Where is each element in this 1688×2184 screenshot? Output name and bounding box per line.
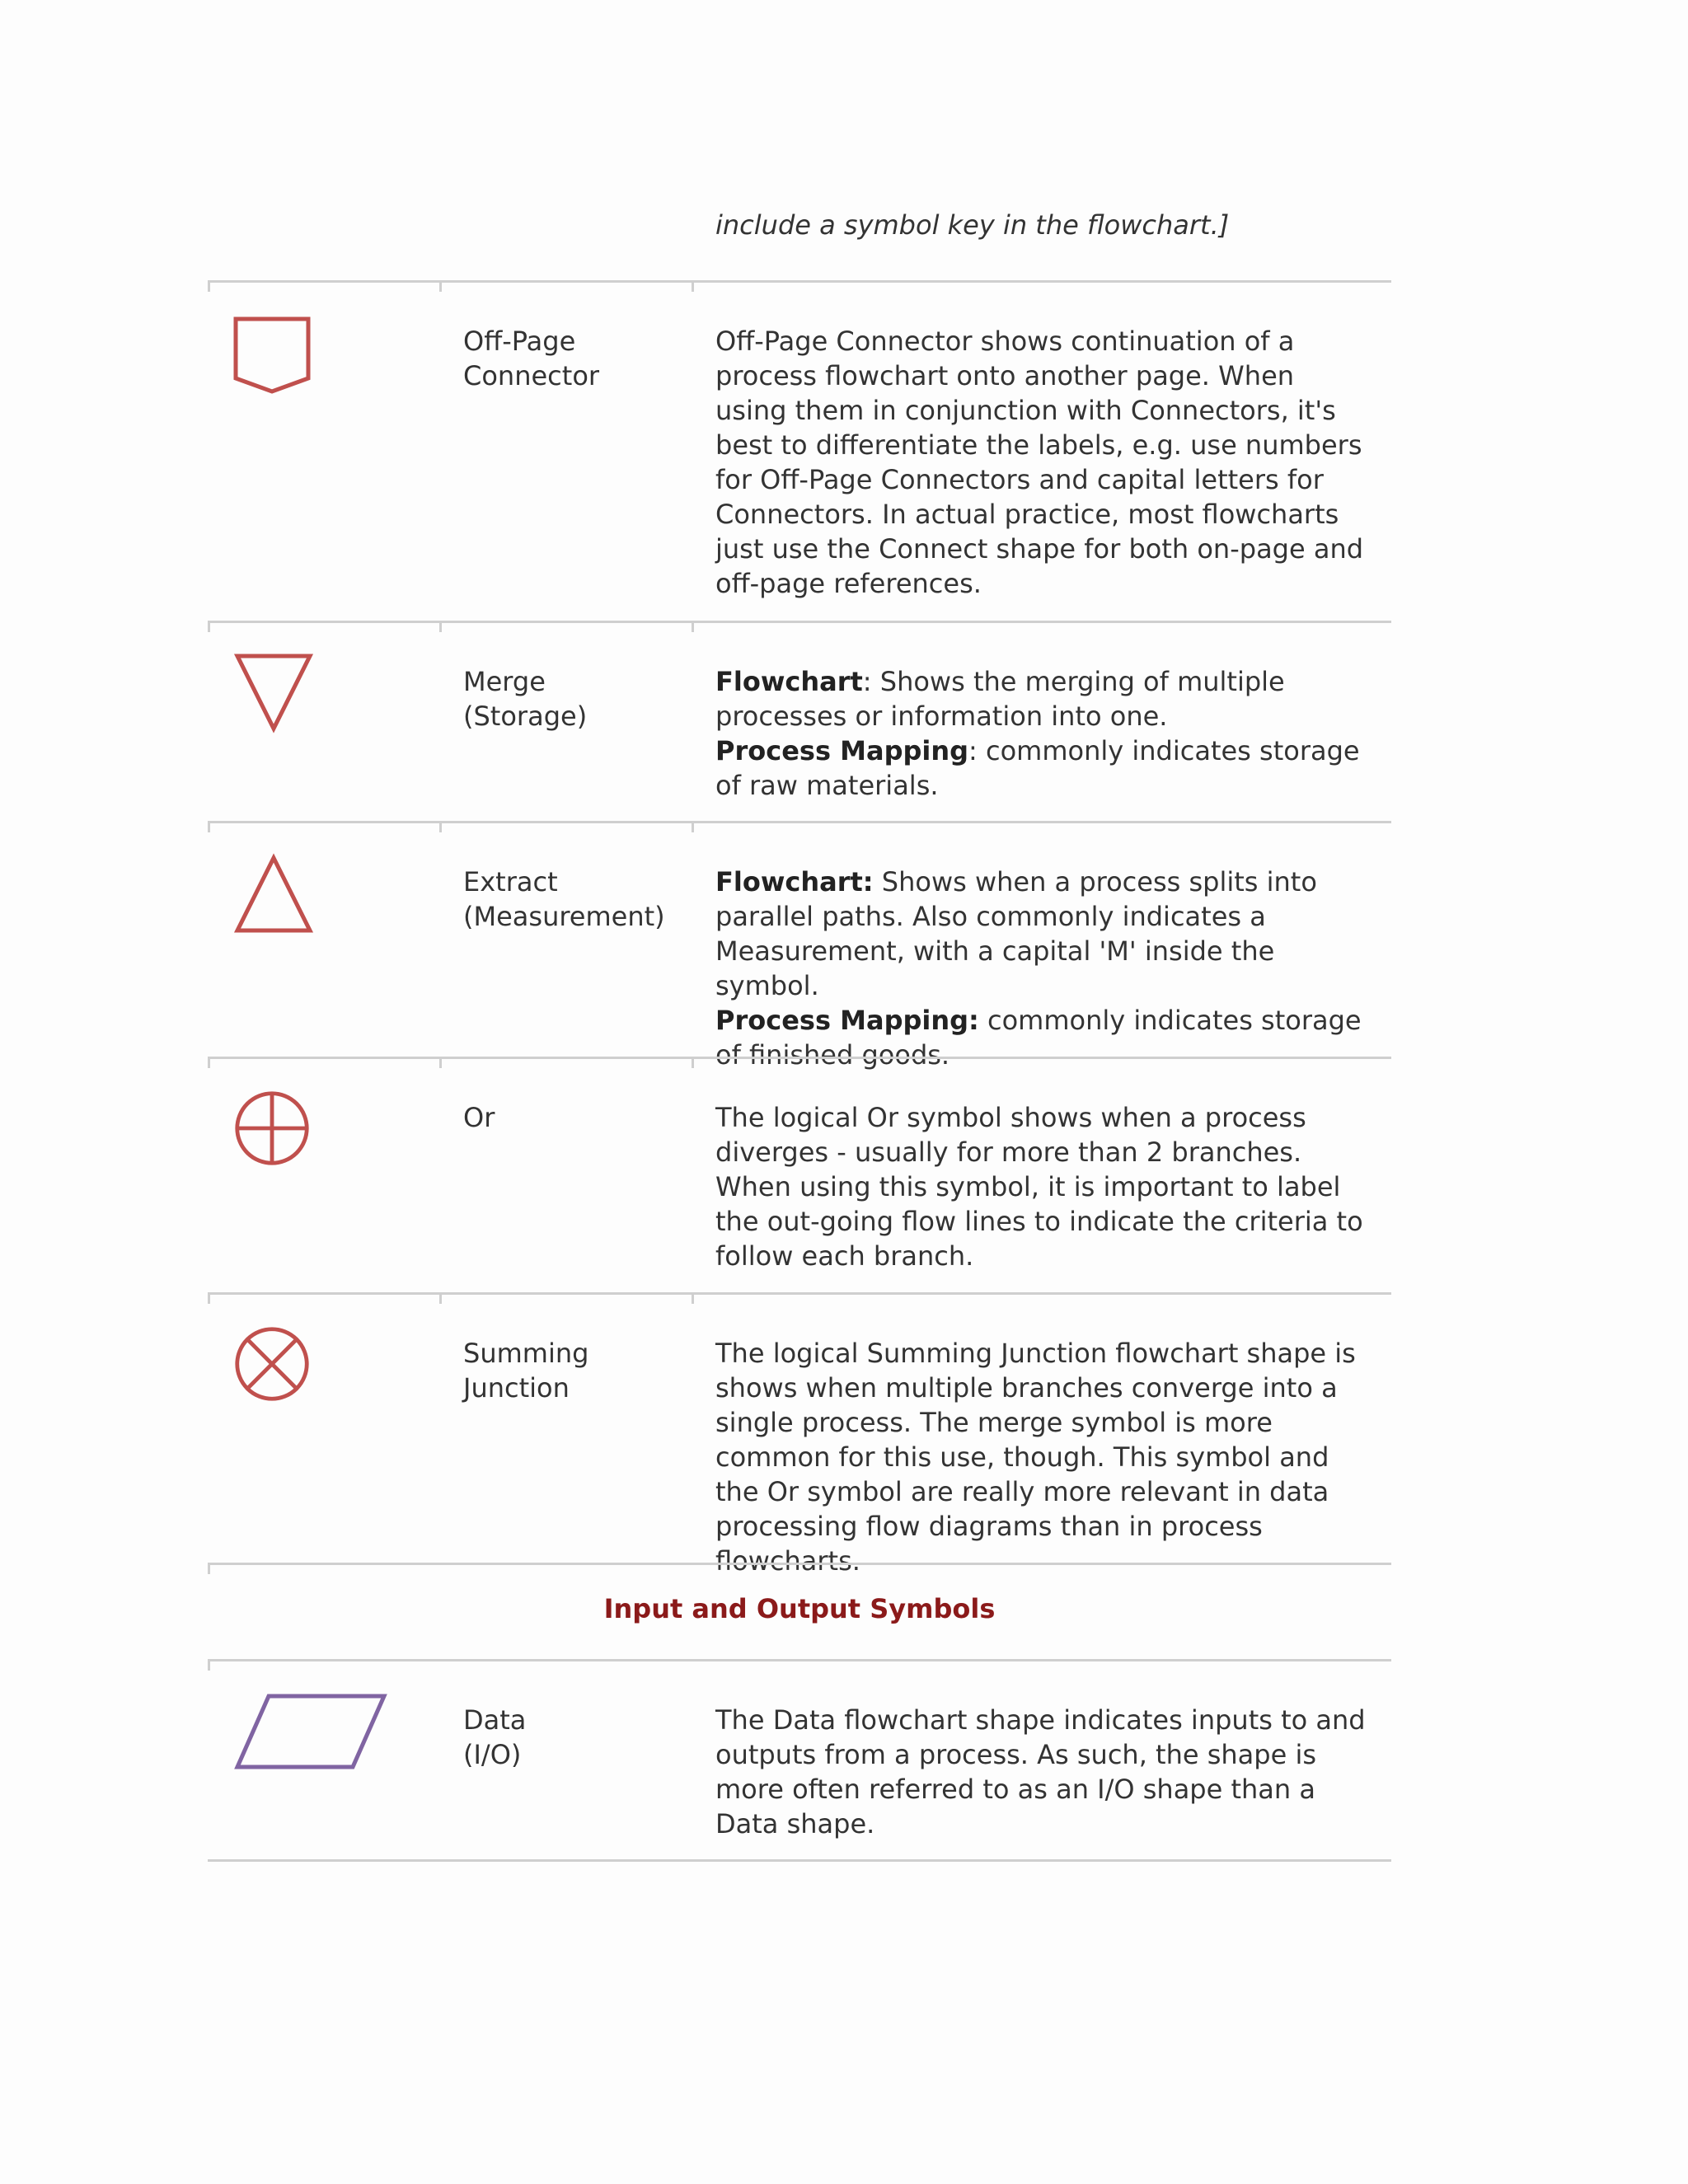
desc-label-process-mapping: Process Mapping [715,735,969,766]
desc-text: Shows when a process splits into parallel paths. Also commonly indicates a Measurement, with a capital 'M' inside the symbol. [715,866,1317,1001]
extract-triangle-icon [232,853,315,935]
or-circle-plus-icon [232,1089,312,1168]
desc-label-process-mapping: Process Mapping: [715,1005,979,1036]
merge-triangle-icon [232,651,315,733]
table-row [208,1292,1391,1577]
desc-label-flowchart: Flowchart [715,666,863,697]
symbol-name: Data (I/O) [463,1704,527,1770]
table-row [208,1659,1391,1862]
symbol-name: Off-Page Connector [463,326,600,391]
desc-label-flowchart: Flowchart: [715,866,874,898]
intro-text: include a symbol key in the flowchart.] [715,209,1230,241]
symbol-name: Summing Junction [463,1338,589,1404]
symbol-description: The Data flowchart shape indicates inputs to and outputs from a process. As such, the shape is more often referred to as an I/O shape than a Data shape. [715,1704,1366,1840]
symbol-description: Off-Page Connector shows continuation of a process flowchart onto another page. When using them in conjunction with Connectors, it's best to differentiate the labels, e.g. use numbers for Off-Page Connectors and capital letters for Connectors. In actual practice, most flowcharts just use the Connect shape for both on-page and off-page references. [715,326,1364,599]
table-row [208,1057,1391,1292]
desc-text: commonly indicates storage of finished goods. [715,1005,1362,1071]
table-row [208,821,1391,1071]
symbol-name: Or [463,1102,495,1133]
table-row [208,280,1391,621]
table-row [208,621,1391,821]
off-page-connector-icon [232,316,315,398]
symbol-description [715,664,1367,803]
symbol-description: The logical Summing Junction flowchart shape is shows when multiple branches converge into a single process. The merge symbol is more common for this use, though. This symbol and the Or symbol are really more relevant in data processing flow diagrams than in process flowcharts. [715,1338,1356,1577]
data-parallelogram-icon [232,1691,389,1774]
symbols-table [208,280,1391,1862]
symbol-name: Extract (Measurement) [463,866,665,932]
section-header-row [208,1563,1391,1659]
summing-junction-circle-x-icon [232,1324,312,1404]
symbol-description [715,865,1367,1072]
section-title: Input and Output Symbols [603,1593,996,1624]
desc-text: : Shows the merging of multiple processes or information into one. [715,666,1285,732]
symbol-description: The logical Or symbol shows when a process diverges - usually for more than 2 branches. When using this symbol, it is important to label the out-going flow lines to indicate the criteria to follow each branch. [715,1102,1363,1272]
desc-text: : commonly indicates storage of raw materials. [715,735,1360,801]
symbol-name: Merge (Storage) [463,666,588,732]
